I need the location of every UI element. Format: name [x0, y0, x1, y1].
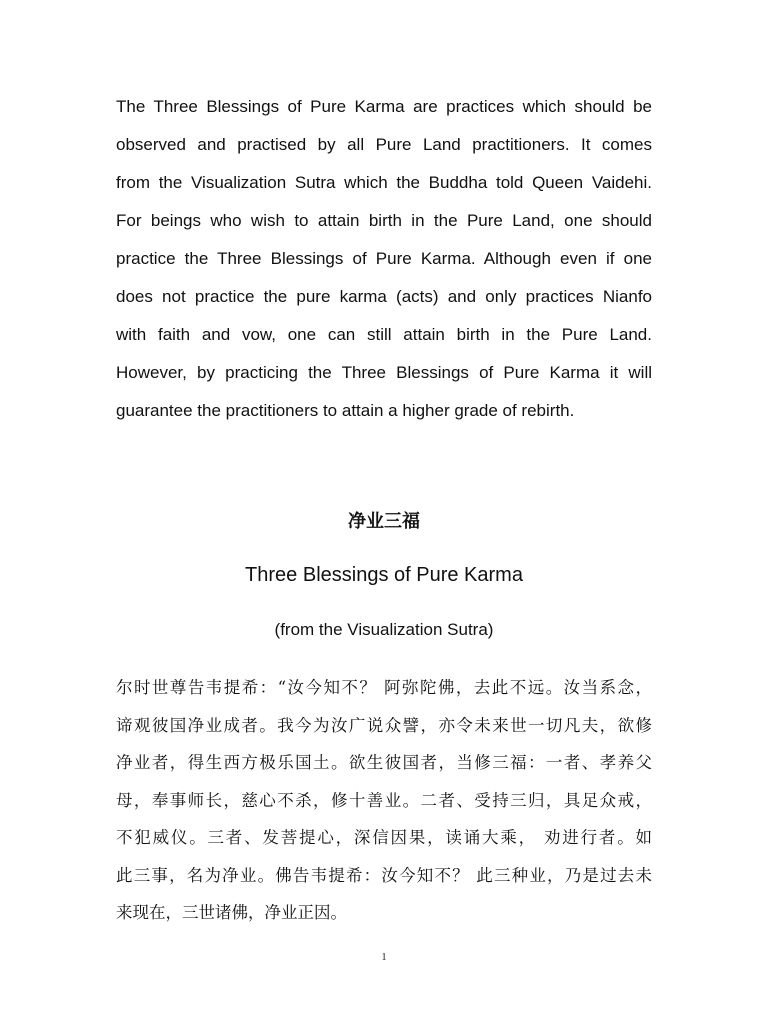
intro-line: guarantee the practitioners to attain a higher grade of rebirth.: [116, 401, 575, 420]
intro-line: For beings who wish to attain birth in the Pure Land, one should: [116, 211, 652, 230]
intro-line: practice the Three Blessings of Pure Karma. Although even if one: [116, 249, 652, 268]
intro-paragraph: [116, 88, 652, 430]
sutra-line: 净业者，得生西方极乐国土。欲生彼国者，当修三福：一者、孝养父: [116, 753, 652, 772]
section-title-english: Three Blessings of Pure Karma: [245, 564, 523, 586]
page-number: 1: [381, 952, 387, 963]
sutra-line: 尔时世尊告韦提希：“汝今知不？ 阿弥陀佛，去此不远。汝当系念，: [116, 678, 652, 697]
intro-line: observed and practised by all Pure Land practitioners. It comes: [116, 135, 652, 154]
section-title-chinese: 净业三福: [348, 511, 420, 532]
sutra-line: 母，奉事师长，慈心不杀，修十善业。二者、受持三归，具足众戒，: [116, 790, 652, 810]
intro-line: The Three Blessings of Pure Karma are practices which should be: [116, 97, 652, 116]
sutra-paragraph: [116, 669, 652, 932]
intro-line: does not practice the pure karma (acts) and only practices Nianfo: [116, 287, 652, 306]
sutra-line: 来现在，三世诸佛，净业正因。: [116, 903, 347, 922]
intro-line: from the Visualization Sutra which the Buddha told Queen Vaidehi.: [116, 173, 652, 192]
section-subtitle: (from the Visualization Sutra): [274, 620, 494, 639]
intro-line: with faith and vow, one can still attain birth in the Pure Land.: [116, 325, 652, 344]
sutra-line: 此三事，名为净业。佛告韦提希：汝今知不？ 此三种业，乃是过去未: [116, 865, 652, 885]
sutra-line: 不犯威仪。三者、发菩提心，深信因果，读诵大乘， 劝进行者。如: [116, 828, 652, 847]
intro-line: However, by practicing the Three Blessings of Pure Karma it will: [116, 363, 652, 382]
sutra-line: 谛观彼国净业成者。我今为汝广说众譬，亦令未来世一切凡夫，欲修: [116, 715, 652, 735]
